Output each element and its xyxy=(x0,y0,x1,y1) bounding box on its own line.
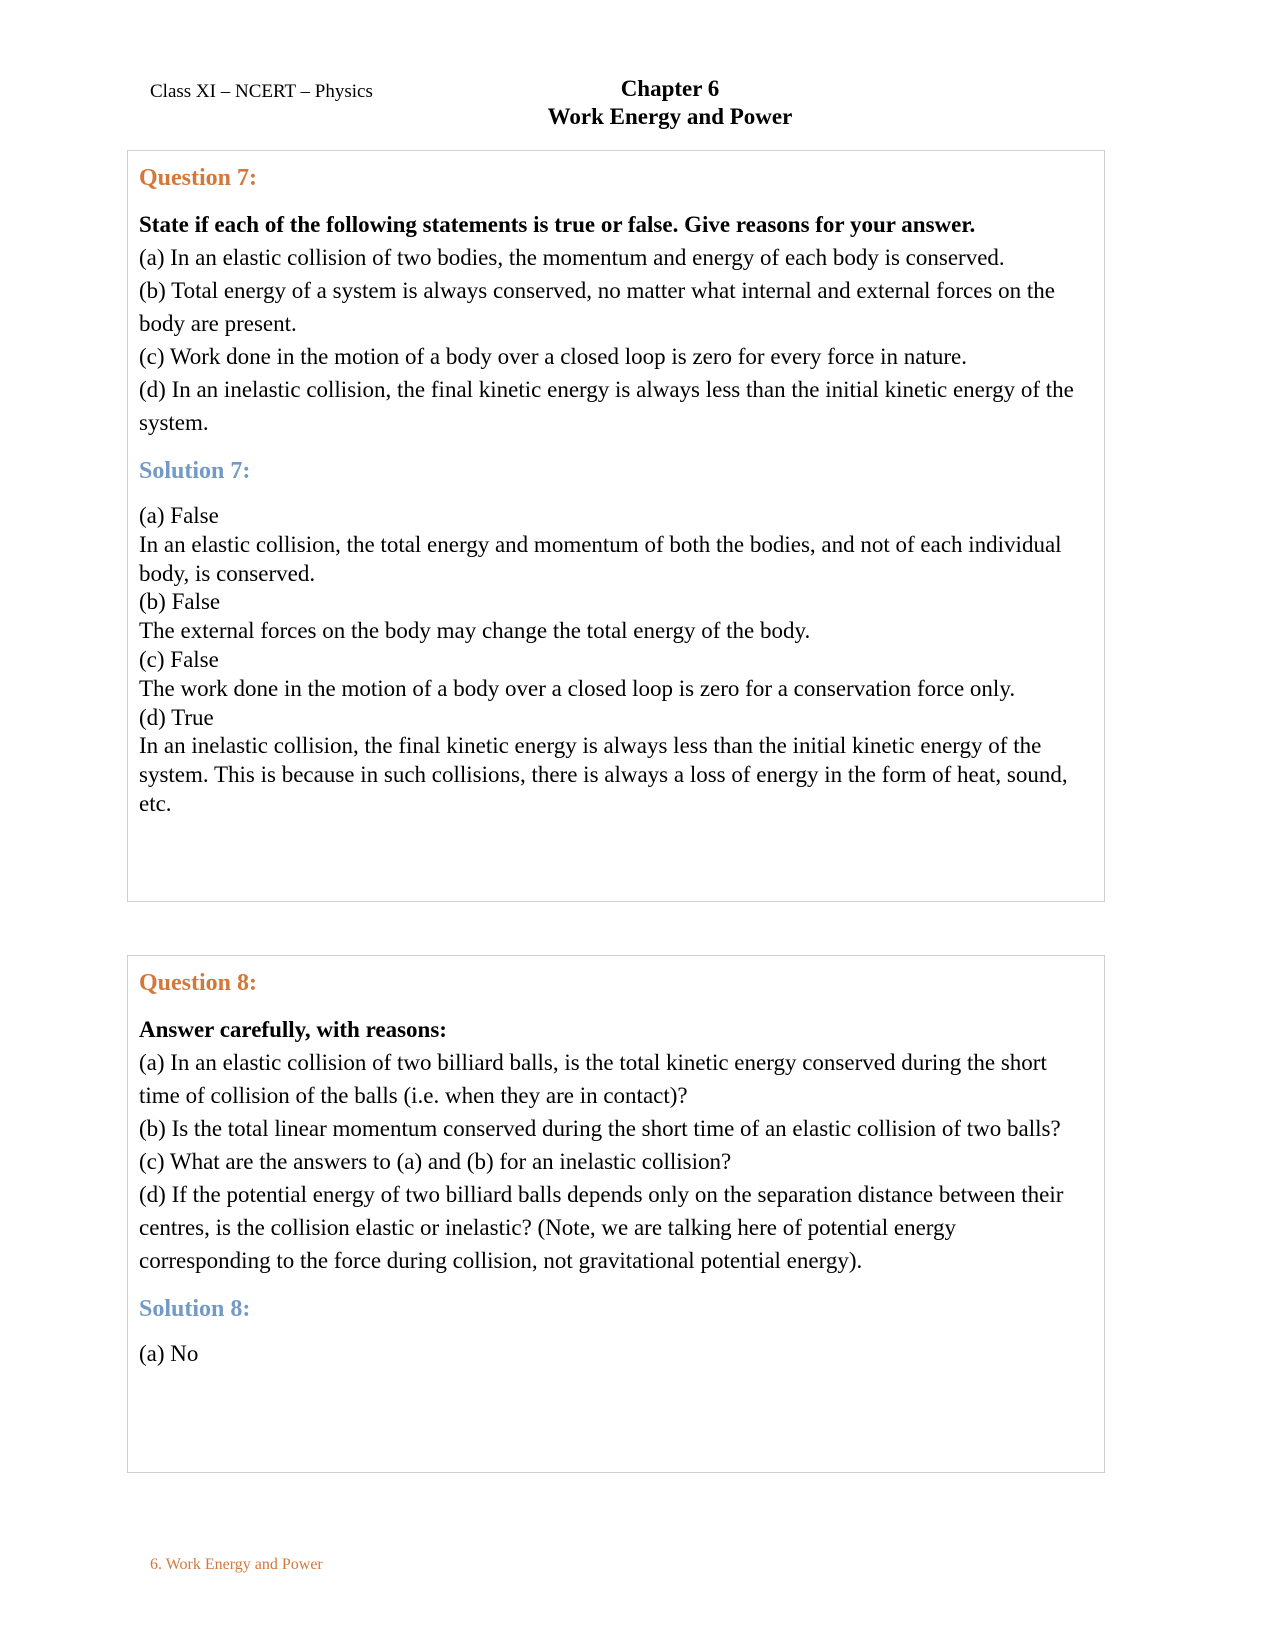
chapter-title: Work Energy and Power xyxy=(547,104,793,129)
question-8-part-a: (a) In an elastic collision of two billiard balls, is the total kinetic energy conserved during the short time of collision of the balls (i.e. when they are in contact)? xyxy=(139,1050,1047,1108)
question-7-part-d: (d) In an inelastic collision, the final kinetic energy is always less than the initial kinetic energy of the system. xyxy=(139,377,1074,435)
solution-7-line: The work done in the motion of a body over a closed loop is zero for a conservation force only. xyxy=(139,675,1016,701)
question-8-heading: Question 8: xyxy=(139,970,258,996)
solution-7-line: The external forces on the body may change the total energy of the body. xyxy=(139,618,811,644)
solution-8-line: (a) No xyxy=(139,1341,199,1366)
solution-7-line: (a) False xyxy=(139,503,219,528)
question-8-part-b: (b) Is the total linear momentum conserved during the short time of an elastic collision of two balls? xyxy=(139,1116,1061,1141)
question-8-box xyxy=(127,955,1105,1473)
question-7-part-a: (a) In an elastic collision of two bodies, the momentum and energy of each body is conserved. xyxy=(139,245,1005,270)
question-8-part-d: (d) If the potential energy of two billiard balls depends only on the separation distance between their centres, is the collision elastic or inelastic? (Note, we are talking here of potential energy corresponding to the force during collision, not gravitational potential energy). xyxy=(139,1182,1064,1273)
solution-7-line: (c) False xyxy=(139,646,219,672)
question-7-heading: Question 7: xyxy=(139,165,258,191)
question-7-intro: State if each of the following statements is true or false. Give reasons for your answer. xyxy=(139,212,976,237)
solution-7-line: In an elastic collision, the total energy and momentum of both the bodies, and not of each individual body, is conserved. xyxy=(139,531,1062,586)
solution-7-heading: Solution 7: xyxy=(139,458,251,484)
question-8-intro: Answer carefully, with reasons: xyxy=(139,1017,447,1042)
page-footer: 6. Work Energy and Power xyxy=(150,1556,323,1573)
chapter-number: Chapter 6 xyxy=(620,76,720,101)
chapter-header xyxy=(470,75,870,131)
question-7-part-c: (c) Work done in the motion of a body over a closed loop is zero for every force in nature. xyxy=(139,344,967,369)
header-class-label: Class XI – NCERT – Physics xyxy=(150,81,373,102)
question-7-part-b: (b) Total energy of a system is always conserved, no matter what internal and external forces on the body are present. xyxy=(139,278,1055,336)
solution-8-heading: Solution 8: xyxy=(139,1296,251,1322)
solution-7-line: In an inelastic collision, the final kinetic energy is always less than the initial kinetic energy of the system. This is because in such collisions, there is always a loss of energy in the form of heat, sound, etc. xyxy=(139,733,1068,816)
question-7-box xyxy=(127,150,1105,902)
solution-7-line: (d) True xyxy=(139,704,214,730)
solution-7-line: (b) False xyxy=(139,589,221,615)
question-8-part-c: (c) What are the answers to (a) and (b) for an inelastic collision? xyxy=(139,1149,732,1174)
